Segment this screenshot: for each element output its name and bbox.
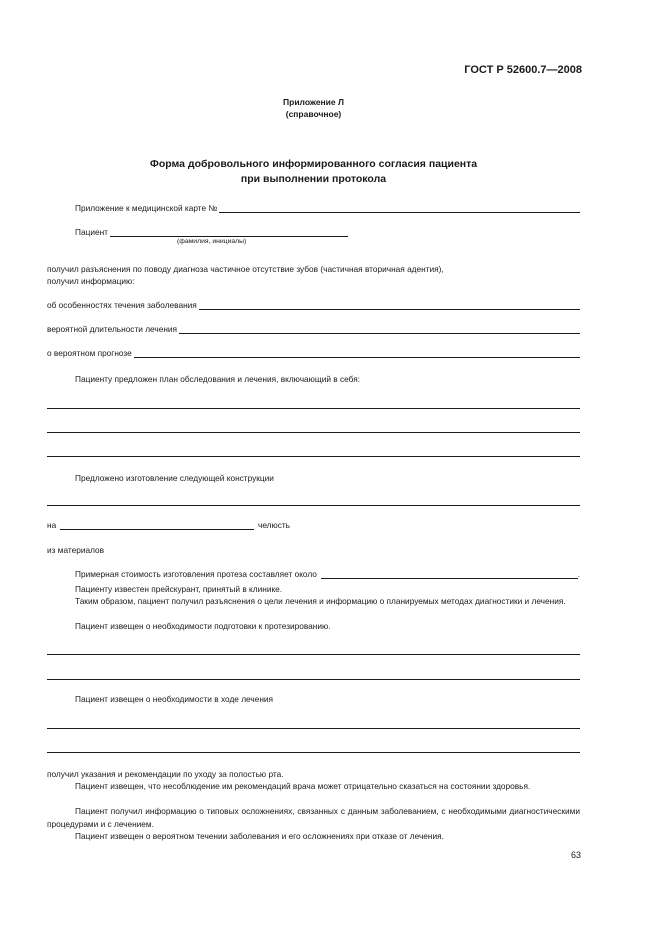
- plan-line-3[interactable]: [47, 456, 580, 457]
- patient-hint: (фамилия, инициалы): [177, 238, 247, 245]
- form-title-line2: при выполнении протокола: [240, 173, 387, 185]
- necessity-line-2[interactable]: [47, 752, 580, 753]
- thus-paragraph: Таким образом, пациент получил разъяснения о цели лечения и информацию о планируемых методах диагностики и лечения.: [75, 596, 566, 606]
- received-info: получил информацию:: [47, 276, 135, 286]
- patient-row: [75, 227, 348, 237]
- prognosis-label: о вероятном прогнозе: [47, 348, 132, 358]
- necessity-line-1[interactable]: [47, 728, 580, 729]
- necessity-label: Пациент извещен о необходимости в ходе лечения: [75, 694, 274, 704]
- prognosis-field[interactable]: [134, 349, 580, 358]
- card-number-row: [75, 203, 580, 213]
- appendix-heading: [47, 96, 580, 120]
- duration-row: [47, 324, 580, 334]
- construction-line[interactable]: [47, 505, 580, 506]
- course-label: об особенностях течения заболевания: [47, 300, 197, 310]
- duration-label: вероятной длительности лечения: [47, 324, 178, 334]
- received-explanation: получил разъяснения по поводу диагноза частичное отсутствие зубов (частичная вторичная адентия),: [47, 264, 444, 274]
- plan-line-1[interactable]: [47, 408, 580, 409]
- cost-field[interactable]: [321, 570, 578, 579]
- jaw-row: [47, 520, 290, 530]
- price-paragraph: Пациенту известен прейскурант, принятый в клинике.: [75, 584, 283, 594]
- jaw-on-label: на: [47, 520, 57, 530]
- plan-label: Пациенту предложен план обследования и лечения, включающий в себя:: [75, 374, 361, 384]
- patient-label: Пациент: [75, 227, 108, 237]
- noncompliance-paragraph: Пациент извещен, что несоблюдение им рекомендаций врача может отрицательно сказаться на состоянии здоровья.: [75, 781, 531, 791]
- complications-paragraph: Пациент получил информацию о типовых осложнениях, связанных с данным заболеванием, с необходимыми диагностическими процедурами и с лечением.: [47, 806, 580, 829]
- preparation-line-1[interactable]: [47, 654, 580, 655]
- course-field[interactable]: [199, 301, 580, 310]
- duration-field[interactable]: [179, 325, 580, 334]
- jaw-field[interactable]: [60, 521, 254, 530]
- form-title: [47, 157, 580, 187]
- prognosis-row: [47, 348, 580, 358]
- material-label: из материалов: [47, 545, 105, 555]
- preparation-line-2[interactable]: [47, 679, 580, 680]
- plan-line-2[interactable]: [47, 432, 580, 433]
- care-paragraph: получил указания и рекомендации по уходу за полостью рта.: [47, 769, 284, 779]
- refusal-paragraph: Пациент извещен о вероятном течении заболевания и его осложнениях при отказе от лечения.: [75, 831, 444, 841]
- appendix-label: Приложение Л: [283, 97, 344, 107]
- card-number-label: Приложение к медицинской карте №: [75, 203, 218, 213]
- course-row: [47, 300, 580, 310]
- preparation-paragraph: Пациент извещен о необходимости подготовки к протезированию.: [75, 621, 331, 631]
- cost-label: Примерная стоимость изготовления протеза составляет около: [75, 569, 317, 579]
- page-number: 63: [570, 850, 581, 860]
- standard-header: ГОСТ Р 52600.7—2008: [464, 64, 582, 76]
- construction-label: Предложено изготовление следующей конструкции: [75, 473, 274, 483]
- appendix-type: (справочное): [285, 109, 342, 119]
- jaw-label: челюсть: [258, 520, 290, 530]
- patient-name-field[interactable]: [110, 228, 348, 237]
- form-title-line1: Форма добровольного информированного согласия пациента: [149, 158, 478, 170]
- cost-row: Примерная стоимость изготовления протеза составляет около .: [75, 569, 580, 579]
- card-number-field[interactable]: [219, 204, 580, 213]
